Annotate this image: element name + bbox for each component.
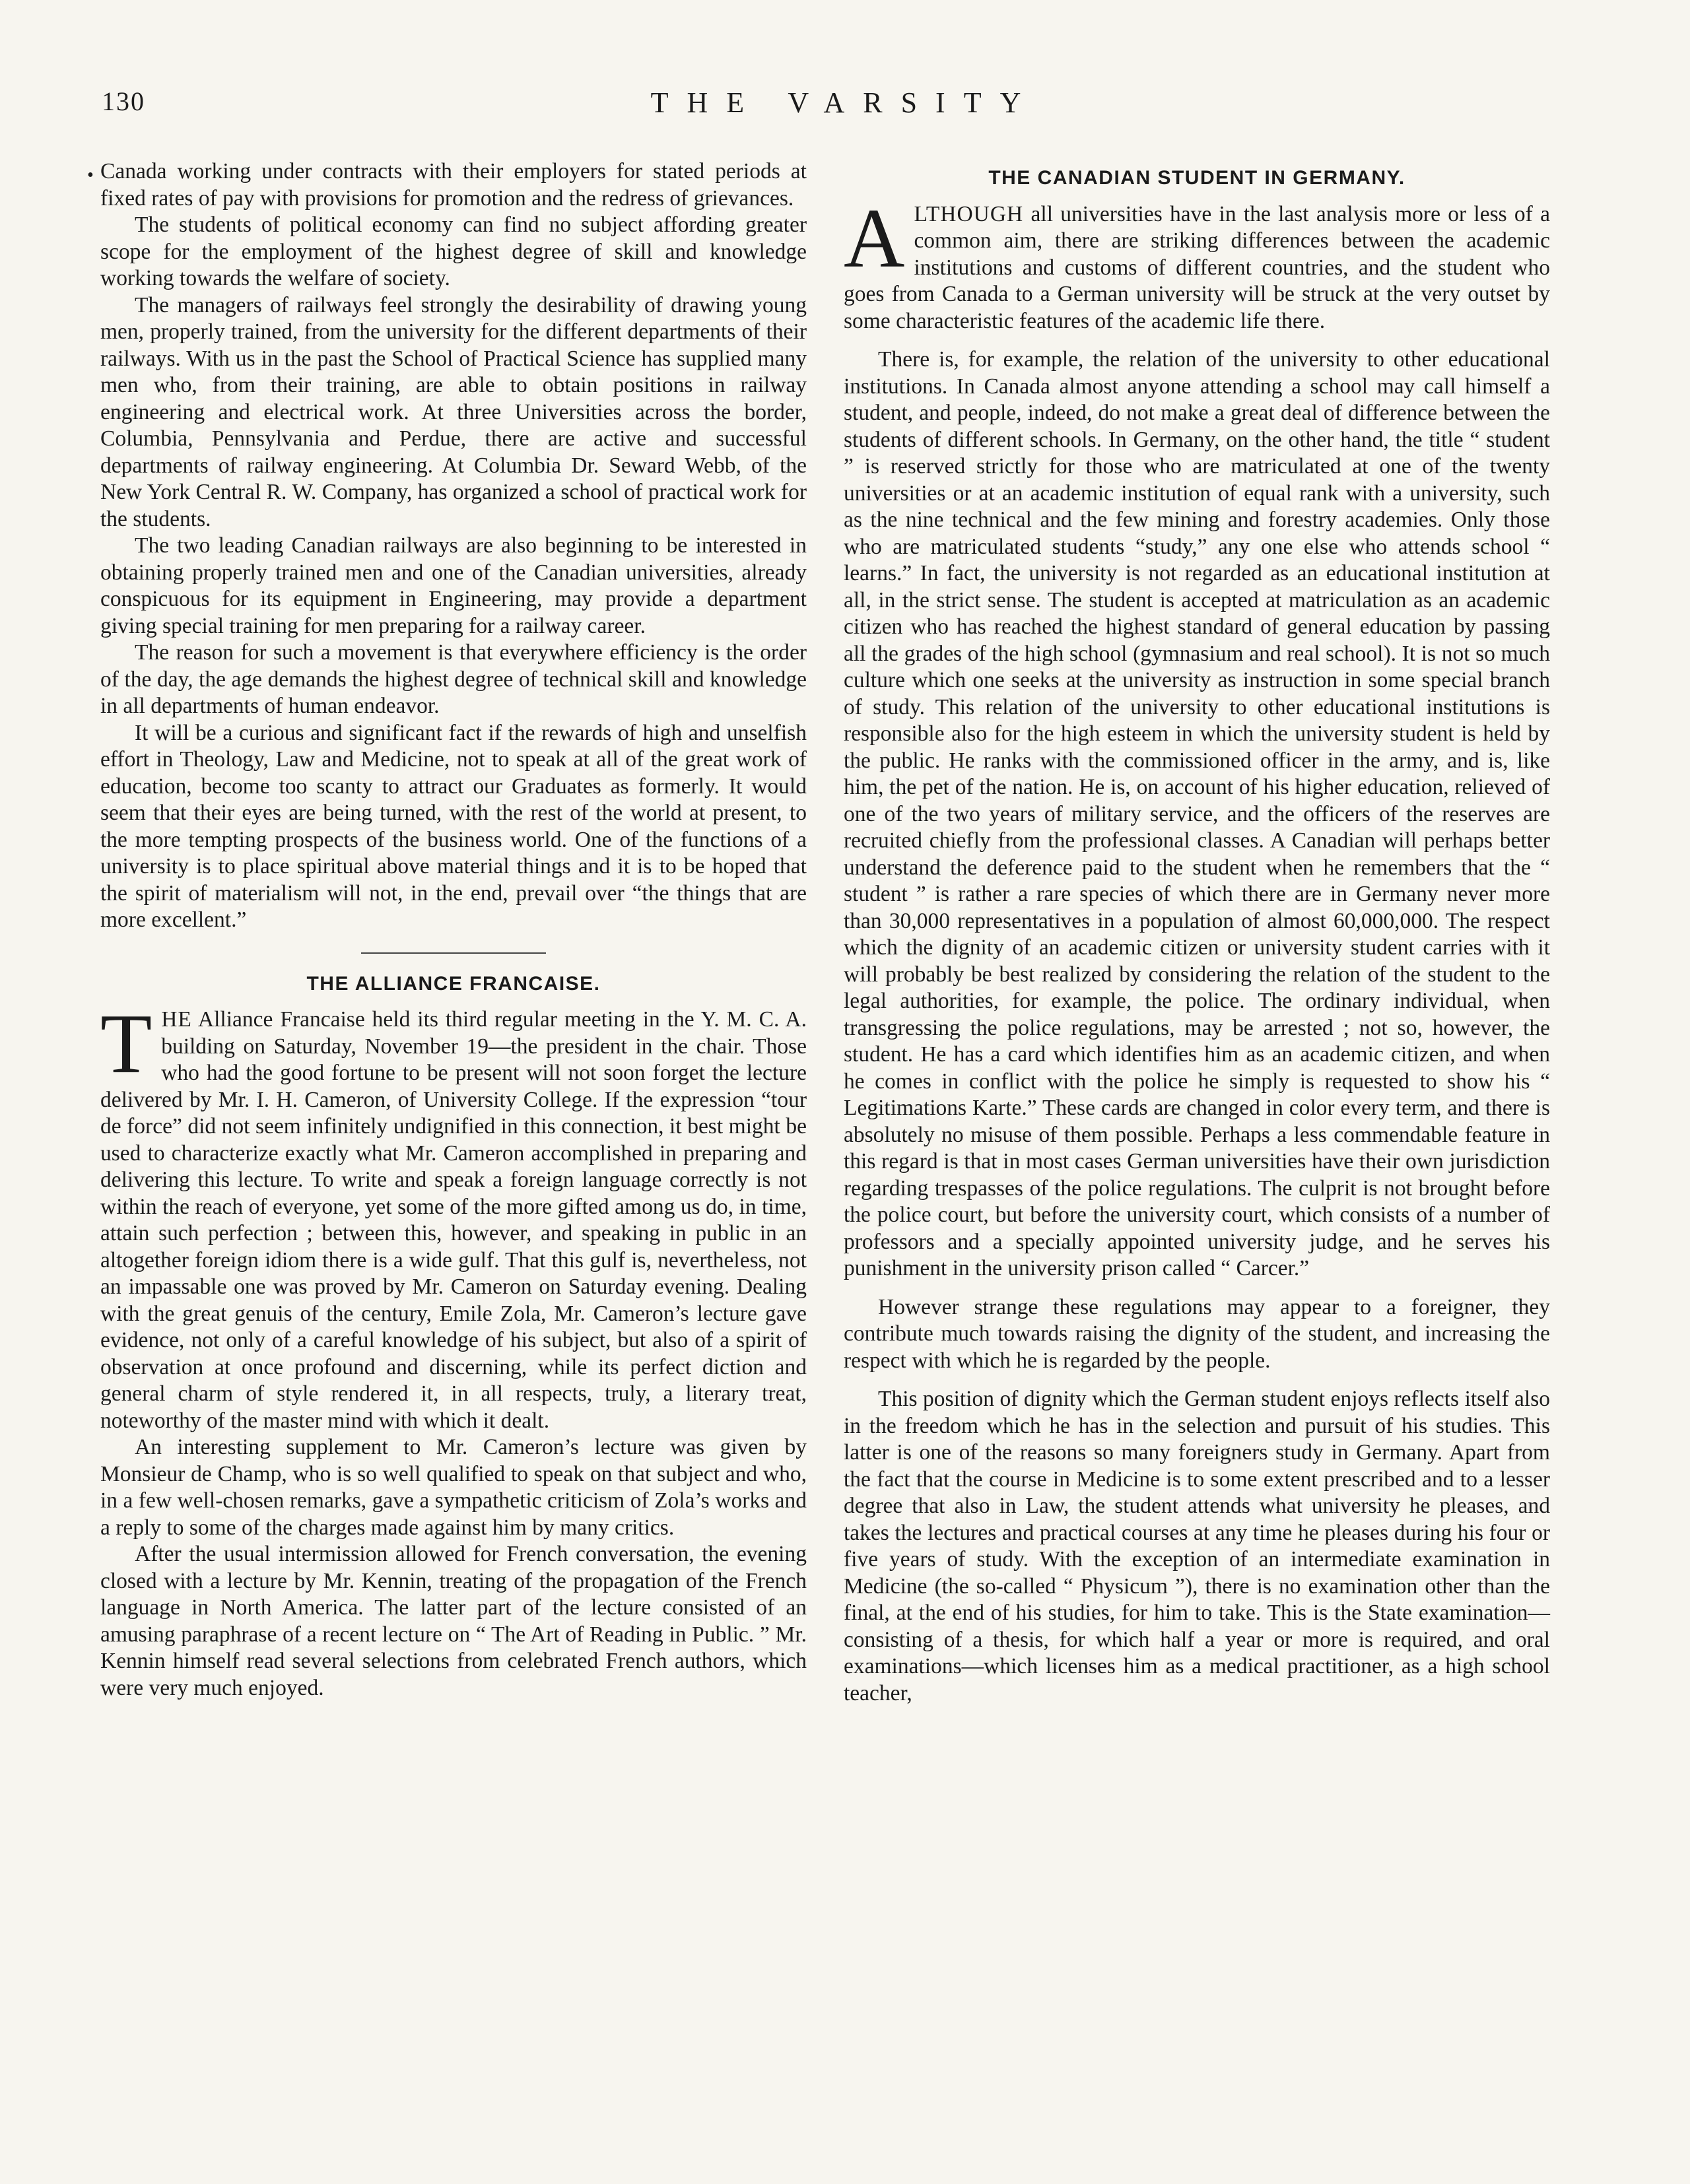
paragraph: However strange these regulations may appear to a foreigner, they contribute much towards raising the dignity of the student, and increasing the respect with which he is regarded by the people. — [844, 1294, 1550, 1373]
left-column — [100, 158, 807, 1702]
paragraph: The reason for such a movement is that everywhere efficiency is the order of the day, the age demands the highest degree of technical skill and knowledge in all departments of human endeavor. — [100, 640, 807, 718]
article-lead-paragraph — [844, 191, 1550, 335]
page-number: 130 — [102, 86, 145, 116]
paragraph: This position of dignity which the German student enjoys reflects itself also in the freedom which he has in the selection and pursuit of his studies. This latter is one of the reasons so many foreigners study in Germany. Apart from the fact that the course in Medicine is to some extent prescribed and to a lesser degree that also in Law, the student attends what university he pleases, and takes the lectures and practical courses at any time he pleases during his four or five years of study. With the exception of an intermediate examination in Medicine (the so-called “ Physicum ”), there is no examination other than the final, at the end of his studies, for him to take. This is the State examination—consisting of a thesis, for which half a year or more is required, and oral examinations—which licenses him as a medical practitioner, as a high school teacher, — [844, 1387, 1550, 1705]
dropcap-letter: T — [100, 997, 152, 1090]
lead-paragraph-text: all universities have in the last analysis more or less of a common aim, there are striking differences between the academic institutions and customs of different countries, and the student who goes from Canada to a German university will be struck at the very outset by some characteristic features of the academic life there. — [844, 201, 1550, 333]
masthead-title: THE VARSITY — [650, 86, 1040, 119]
margin-mark: • — [87, 165, 94, 185]
lead-word-rest: HE — [161, 1007, 192, 1032]
dropcap-letter: A — [844, 191, 905, 285]
paragraph: Canada working under contracts with their employers for stated periods at fixed rates of pay with provisions for promotion and the redress of grievances. — [100, 159, 807, 211]
paragraph: An interesting supplement to Mr. Cameron’s lecture was given by Monsieur de Champ, who is so well qualified to speak on that subject and who, in a few well-chosen remarks, gave a sympathetic criticism of Zola’s works and a reply to some of the charges made against him by many critics. — [100, 1435, 807, 1540]
paragraph: After the usual intermission allowed for French conversation, the evening closed with a lecture by Mr. Kennin, treating of the propagation of the French language in North America. The latter part of the lecture consisted of an amusing paraphrase of a recent lecture on “ The Art of Reading in Public. ” Mr. Kennin himself read several selections from celebrated French authors, which were very much enjoyed. — [100, 1542, 807, 1700]
section-divider — [361, 952, 546, 954]
article-title-canadian-student: THE CANADIAN STUDENT IN GERMANY. — [988, 167, 1405, 189]
lead-word-rest: LTHOUGH — [914, 201, 1024, 226]
paragraph: The students of political economy can find no subject affording greater scope for the employment of the highest degree of skill and knowledge working towards the welfare of society. — [100, 213, 807, 290]
paragraph: The managers of railways feel strongly the desirability of drawing young men, properly trained, from the university for the different departments of their railways. With us in the past the School of Practical Science has supplied many men who, from their training, are able to obtain positions in railway engineering and electrical work. At three Universities across the border, Columbia, Pennsylvania and Perdue, there are active and successful departments of railway engineering. At Columbia Dr. Seward Webb, of the New York Central R. W. Company, has organized a school of practical work for the students. — [100, 292, 807, 531]
article-lead-paragraph — [100, 997, 807, 1434]
right-column — [844, 158, 1550, 1707]
running-head — [99, 86, 1591, 125]
paragraph: The two leading Canadian railways are also beginning to be interested in obtaining properly trained men and one of the Canadian universities, already conspicuous for its equipment in Engineering, may provide a department giving special training for men preparing for a railway career. — [100, 533, 807, 638]
article-title-alliance: THE ALLIANCE FRANCAISE. — [306, 972, 601, 995]
paragraph: It will be a curious and significant fact if the rewards of high and unselfish effort in Theology, Law and Medicine, not to speak at all of the great work of education, become too scanty to attract our Graduates as formerly. It would seem that their eyes are being turned, with the rest of the world at present, to the more tempting prospects of the business world. One of the functions of a university is to place spiritual above material things and it is to be hoped that the spirit of materialism will not, in the end, prevail over “the things that are more excellent.” — [100, 720, 807, 932]
paragraph: There is, for example, the relation of the university to other educational institutions. In Canada almost anyone attending a school may call himself a student, and people, indeed, do not make a great deal of difference between the students of different schools. In Germany, on the other hand, the title “ student ” is reserved strictly for those who are matriculated at one of the twenty universities or at an academic institution of equal rank with a university, such as the nine technical and the few mining and forestry academies. Only those who are matriculated students “study,” any one else who attends school “ learns.” In fact, the university is not regarded as an educational institution at all, in the strict sense. The student is accepted at matriculation as an academic citizen who has reached the highest standard of general education by passing all the grades of the high school (gymnasium and real school). It is not so much culture which one seeks at the university as instruction in some special branch of study. This relation of the university to other educational institutions is responsible also for the high esteem in which the university student is held by the public. He ranks with the commissioned officer in the army, and is, like him, the pet of the nation. He is, on account of his higher education, relieved of one of the two years of military service, and the officers of the reserves are recruited chiefly from the professional classes. A Canadian will perhaps better understand the deference paid to the student when he remembers that the “ student ” is rather a rare species of which there are in Germany never more than 30,000 representatives in a population of almost 60,000,000. The respect which the dignity of an academic citizen or university student carries with it will probably be best realized by considering the relation of the student to the legal authorities, for example, the police. The ordinary individual, when transgressing the police regulations, may be arrested ; not so, however, the student. He has a card which identifies him as an academic citizen, and when he comes in conflict with the police he simply is requested to show his “ Legitimations Karte.” These cards are changed in color every term, and there is absolutely no misuse of them possible. Perhaps a less commendable feature in this regard is that in most cases German universities have their own jurisdiction regarding trespasses of the police regulations. The culprit is not brought before the police court, but before the university court, which consists of a number of professors and a specially appointed university judge, and he serves his punishment in the university prison called “ Carcer.” — [844, 347, 1550, 1280]
lead-paragraph-text: Alliance Francaise held its third regular meeting in the Y. M. C. A. building on Saturday, November 19—the president in the chair. Those who had the good fortune to be present will not soon forget the lecture delivered by Mr. I. H. Cameron, of University College. If the expression “tour de force” did not seem infinitely undignified in this connection, it best might be used to characterize exactly what Mr. Cameron accomplished in preparing and delivering this lecture. To write and speak a foreign language correctly is not within the reach of everyone, yet some of the more gifted among us do, in time, attain such perfection ; between this, however, and speaking in public in an altogether foreign idiom there is a wide gulf. That this gulf is, nevertheless, not an impassable one was proved by Mr. Cameron on Saturday evening. Dealing with the great genuis of the century, Emile Zola, Mr. Cameron’s lecture gave evidence, not only of a careful knowledge of his subject, but also of a spirit of observation at once profound and discerning, while its perfect diction and general charm of style rendered it, in all respects, truly, a literary treat, noteworthy of the master mind with which it dealt. — [100, 1007, 807, 1433]
